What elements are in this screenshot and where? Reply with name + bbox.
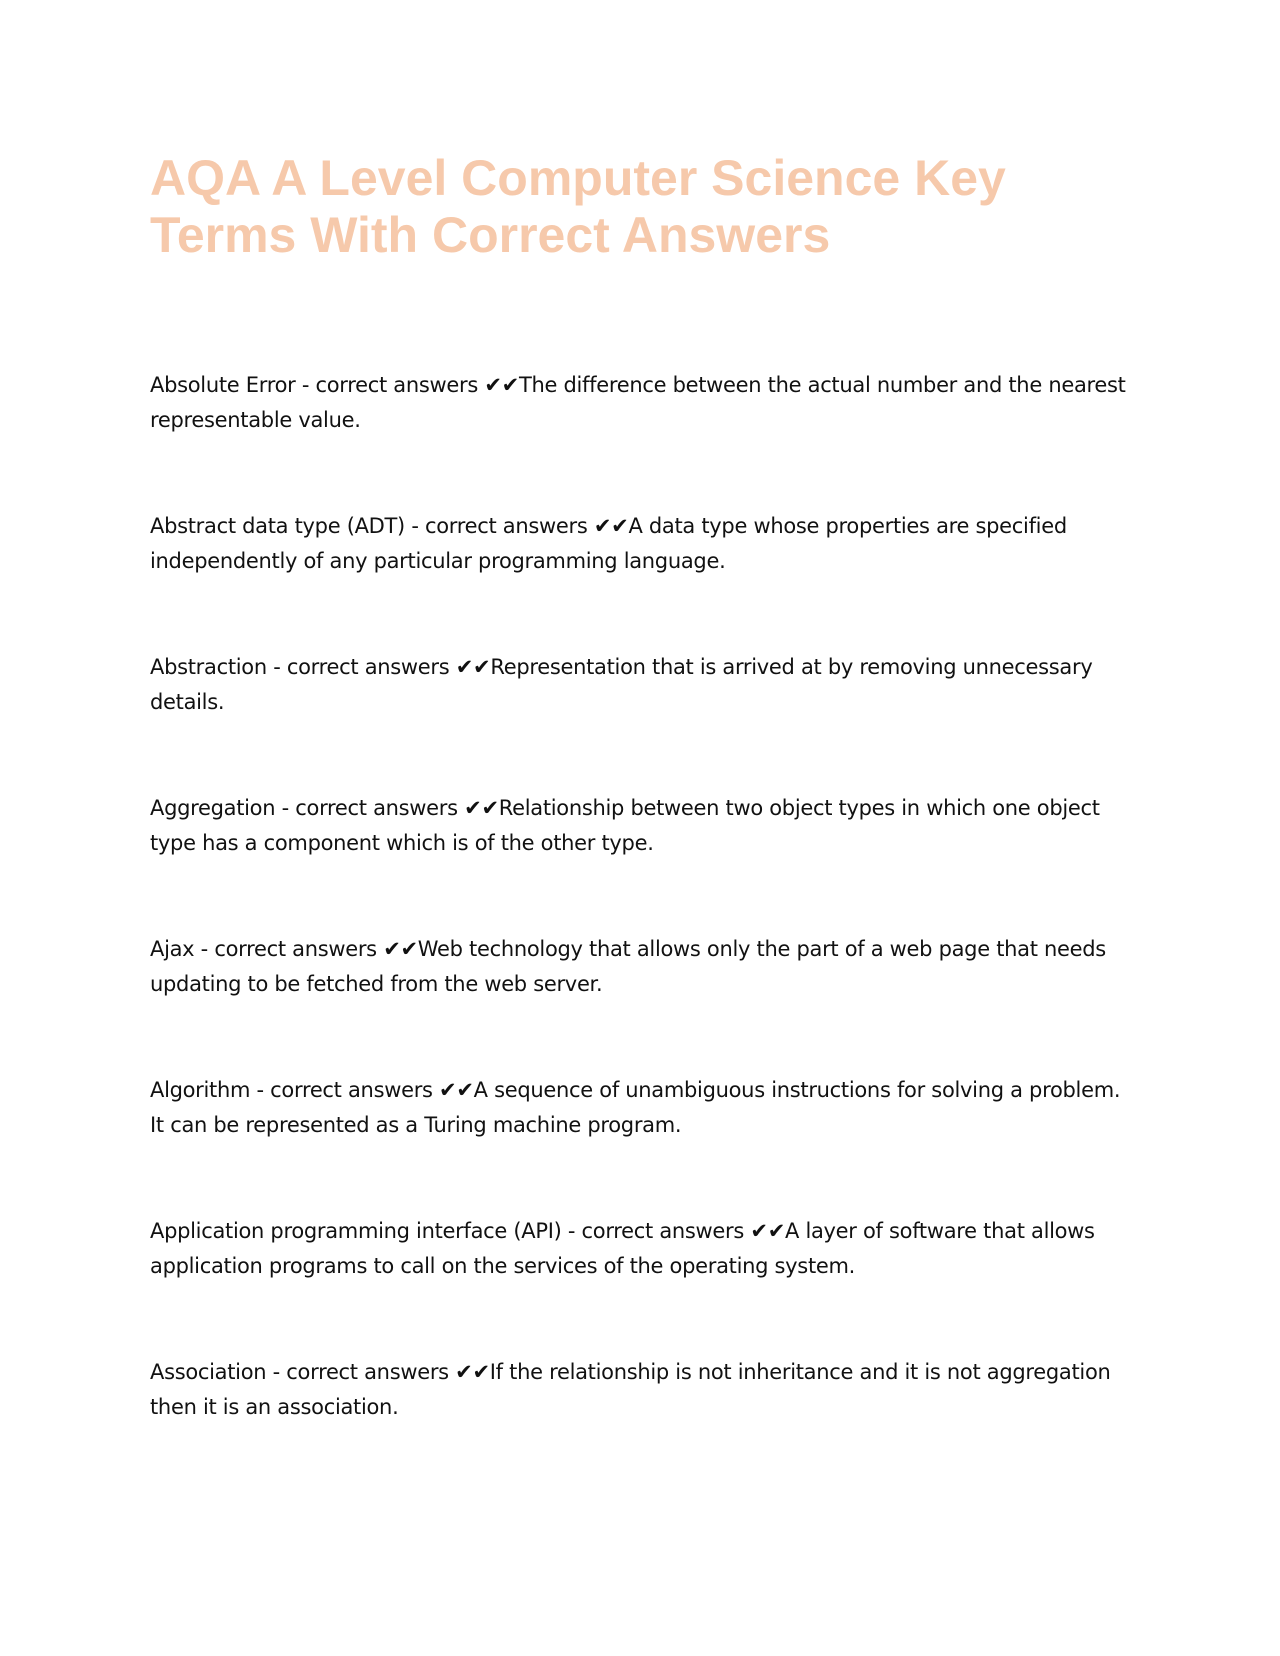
entry-definition: Web technology that allows only the part of a web page that needs updating to be fetched from the web server. bbox=[150, 937, 1106, 996]
list-item bbox=[150, 650, 1140, 720]
entry-definition: A sequence of unambiguous instructions for solving a problem. It can be represented as a Turing machine program. bbox=[150, 1078, 1121, 1137]
entry-separator: - correct answers ✔✔ bbox=[266, 655, 491, 679]
entry-term: Absolute Error bbox=[150, 373, 296, 397]
entry-definition: A layer of software that allows application programs to call on the services of the operating system. bbox=[150, 1219, 1095, 1278]
entry-separator: - correct answers ✔✔ bbox=[295, 373, 519, 397]
list-item bbox=[150, 1214, 1140, 1284]
entry-separator: - correct answers ✔✔ bbox=[250, 1078, 474, 1102]
key-terms-list bbox=[150, 368, 1140, 1496]
entry-term: Abstraction bbox=[150, 655, 267, 679]
entry-definition: Relationship between two object types in which one object type has a component which is of the other type. bbox=[150, 796, 1100, 855]
entry-separator: - correct answers ✔✔ bbox=[266, 1360, 490, 1384]
list-item bbox=[150, 1073, 1140, 1143]
entry-definition: A data type whose properties are specified independently of any particular programming language. bbox=[150, 514, 1067, 573]
entry-term: Algorithm bbox=[150, 1078, 251, 1102]
entry-term: Abstract data type (ADT) bbox=[150, 514, 405, 538]
list-item bbox=[150, 791, 1140, 861]
document-title: AQA A Level Computer Science Key Terms With Correct Answers bbox=[150, 150, 1006, 263]
entry-definition: The difference between the actual number and the nearest representable value. bbox=[150, 373, 1126, 432]
entry-term: Application programming interface (API) bbox=[150, 1219, 562, 1243]
list-item bbox=[150, 1355, 1140, 1425]
entry-separator: - correct answers ✔✔ bbox=[561, 1219, 785, 1243]
entry-separator: - correct answers ✔✔ bbox=[275, 796, 499, 820]
list-item bbox=[150, 932, 1140, 1002]
list-item bbox=[150, 368, 1140, 438]
entry-term: Aggregation bbox=[150, 796, 276, 820]
list-item bbox=[150, 509, 1140, 579]
entry-separator: - correct answers ✔✔ bbox=[194, 937, 418, 961]
entry-term: Ajax bbox=[150, 937, 195, 961]
entry-separator: - correct answers ✔✔ bbox=[404, 514, 629, 538]
entry-definition: Representation that is arrived at by removing unnecessary details. bbox=[150, 655, 1093, 714]
entry-term: Association bbox=[150, 1360, 267, 1384]
entry-definition: If the relationship is not inheritance and it is not aggregation then it is an association. bbox=[150, 1360, 1111, 1419]
